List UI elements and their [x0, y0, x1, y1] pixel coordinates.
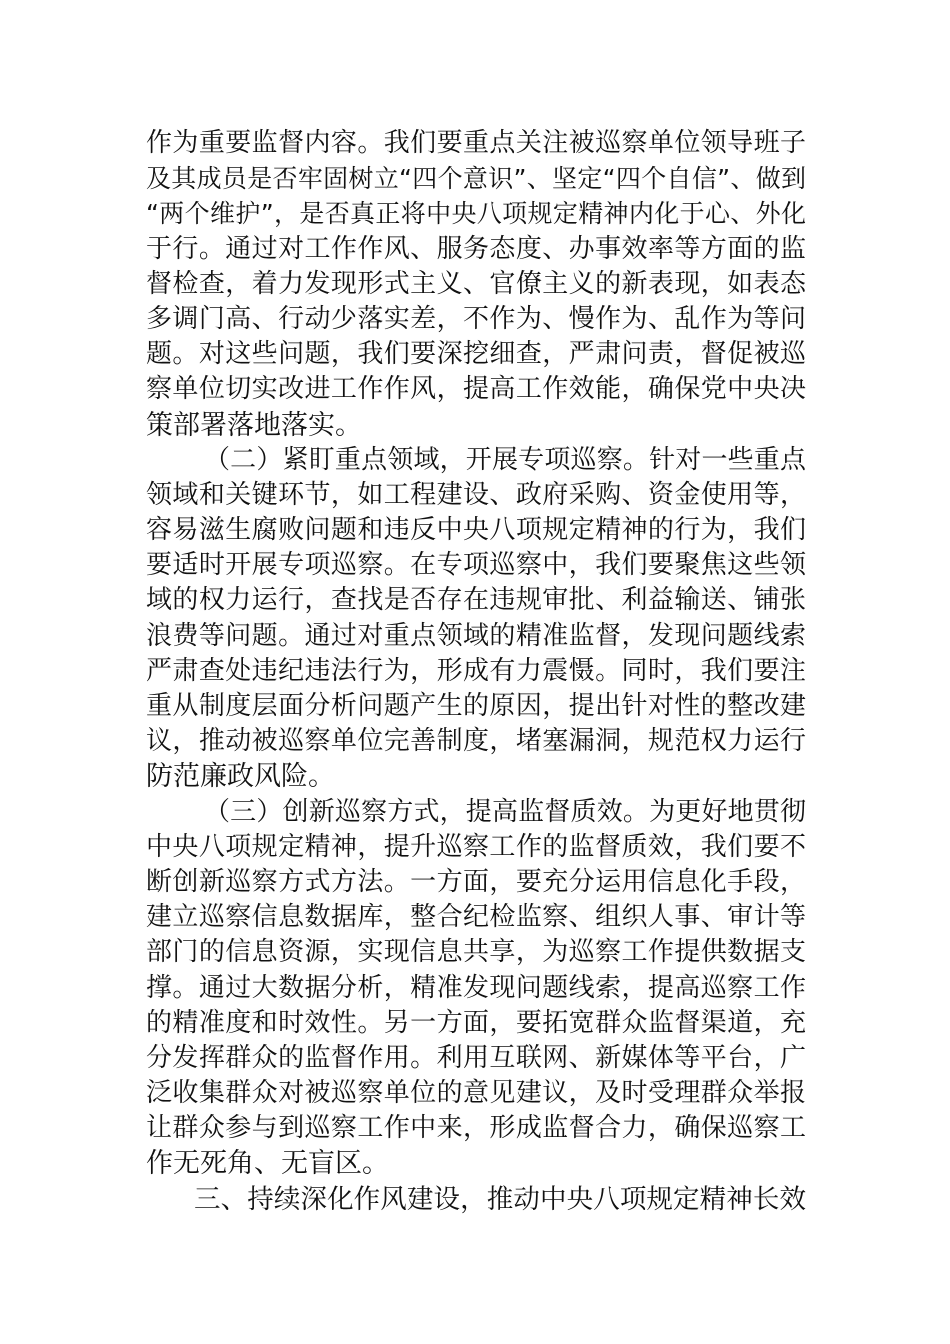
text-line: 察单位切实改进工作作风，提高工作效能，确保党中央决 [146, 374, 806, 405]
text-line: 及其成员是否牢固树立“四个意识”、坚定“四个自信”、做到 [146, 164, 806, 194]
text-line: 要适时开展专项巡察。在专项巡察中，我们要聚焦这些领 [146, 550, 806, 581]
text-line: 严肃查处违纪违法行为，形成有力震慑。同时，我们要注 [146, 655, 806, 686]
text-line: “两个维护”，是否真正将中央八项规定精神内化于心、外化 [146, 199, 806, 229]
paragraph-1 [146, 126, 806, 443]
text-line: 议，推动被巡察单位完善制度，堵塞漏洞，规范权力运行 [146, 726, 806, 757]
section-heading-line: 三、持续深化作风建设，推动中央八项规定精神长效 [194, 1183, 806, 1215]
text-line: 策部署落地落实。 [146, 409, 362, 441]
text-line: 于行。通过对工作作风、服务态度、办事效率等方面的监 [146, 233, 806, 264]
text-line: 泛收集群众对被巡察单位的意见建议，及时受理群众举报 [146, 1078, 806, 1109]
subsection-heading-line: （二）紧盯重点领域，开展专项巡察。针对一些重点 [204, 444, 806, 475]
text-line: 重从制度层面分析问题产生的原因，提出针对性的整改建 [146, 691, 806, 721]
text-line: 作无死角、无盲区。 [146, 1148, 389, 1180]
text-line: 题。对这些问题，我们要深挖细查，严肃问责，督促被巡 [146, 339, 806, 370]
text-line: 建立巡察信息数据库，整合纪检监察、组织人事、审计等 [146, 902, 806, 933]
text-line: 域的权力运行，查找是否存在违规审批、利益输送、铺张 [146, 585, 806, 616]
text-line: 分发挥群众的监督作用。利用互联网、新媒体等平台，广 [146, 1042, 806, 1073]
text-line: 多调门高、行动少落实差，不作为、慢作为、乱作为等问 [146, 303, 806, 334]
text-line: 防范廉政风险。 [146, 761, 335, 793]
paragraph-3 [146, 795, 806, 1182]
text-line: 撑。通过大数据分析，精准发现问题线索，提高巡察工作 [146, 972, 806, 1003]
text-line: 部门的信息资源，实现信息共享，为巡察工作提供数据支 [146, 937, 806, 968]
text-line: 断创新巡察方式方法。一方面，要充分运用信息化手段， [146, 866, 806, 897]
text-line: 领域和关键环节，如工程建设、政府采购、资金使用等， [146, 479, 806, 510]
subsection-heading-line: （三）创新巡察方式，提高监督质效。为更好地贯彻 [204, 796, 806, 827]
text-line: 让群众参与到巡察工作中来，形成监督合力，确保巡察工 [146, 1113, 806, 1144]
text-line: 督检查，着力发现形式主义、官僚主义的新表现，如表态 [146, 268, 806, 299]
document-body [146, 126, 806, 1217]
text-line: 浪费等问题。通过对重点领域的精准监督，发现问题线索 [146, 620, 806, 651]
paragraph-2 [146, 443, 806, 795]
text-line: 的精准度和时效性。另一方面，要拓宽群众监督渠道，充 [146, 1007, 806, 1038]
text-line: 中央八项规定精神，提升巡察工作的监督质效，我们要不 [146, 831, 806, 862]
text-line: 容易滋生腐败问题和违反中央八项规定精神的行为，我们 [146, 515, 806, 546]
section-heading-3 [146, 1182, 806, 1217]
text-line: 作为重要监督内容。我们要重点关注被巡察单位领导班子 [146, 128, 806, 158]
